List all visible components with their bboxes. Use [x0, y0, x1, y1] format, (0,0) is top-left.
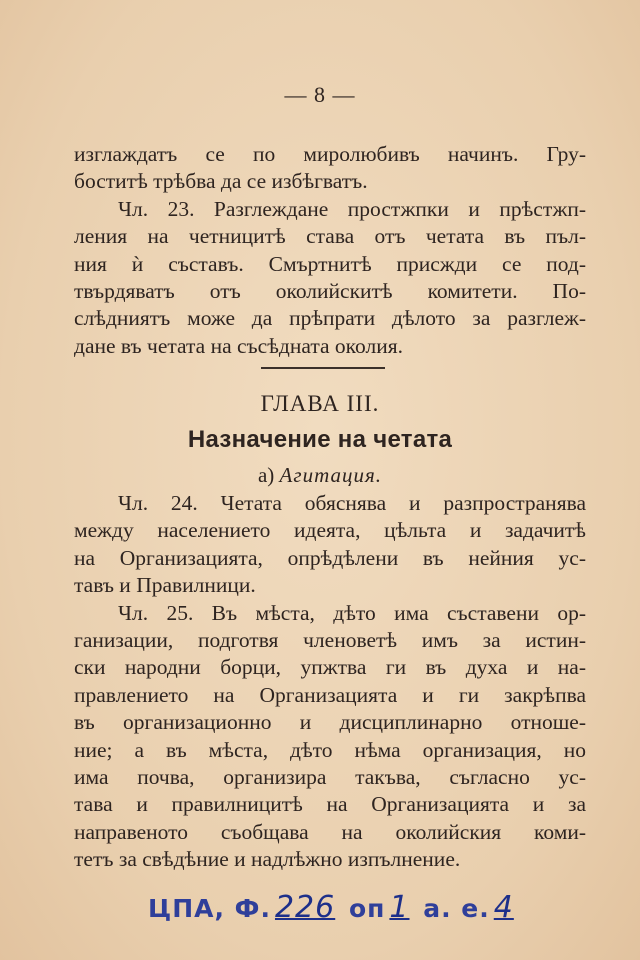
text-line: тавъ и Правилници.	[74, 573, 256, 598]
text-line: Чл. 25. Въ мѣста, дѣто има съставени ор-	[118, 600, 586, 625]
text-line: правлението на Организацията и ги закрѣпва	[74, 682, 586, 707]
chapter-title: Назначение на четата	[187, 426, 453, 453]
stamp-prefix: ЦПА, Ф.	[148, 894, 271, 923]
text-line: Чл. 24. Четата обяснява и разпространява	[118, 491, 586, 515]
text-line: на Организацията, опрѣдѣлени въ нейния ус-	[74, 545, 586, 570]
section-divider	[261, 367, 385, 369]
text-line: Чл. 23. Разглеждане простжпки и прѣстжп-	[118, 196, 586, 221]
subsection-heading	[0, 463, 640, 488]
text-line: изглаждатъ се по миролюбивъ начинъ. Гру-	[74, 142, 586, 166]
page-number: — 8 —	[284, 82, 356, 107]
stamp-unit-number: 4	[493, 890, 514, 925]
paragraph-block-1	[74, 141, 586, 360]
text-line: дане въ четата на съсѣдната околия.	[74, 333, 403, 358]
text-line: ганизации, подготвя членоветѣ имъ за истин-	[74, 628, 586, 653]
stamp-unit-label: а. е.	[423, 894, 490, 923]
stamp-opis-label: оп	[348, 894, 386, 923]
text-line: има почва, организира такъва, съгласно ус-	[74, 765, 586, 790]
paragraph-block-2	[74, 490, 586, 874]
text-line: направеното съобщава на околийския коми-	[74, 819, 586, 844]
subsection-number: а)	[257, 463, 275, 487]
text-line: между населението идеята, цѣльта и задачитѣ	[74, 518, 586, 543]
archive-stamp	[148, 890, 518, 925]
stamp-opis-number: 1	[389, 890, 410, 925]
text-line: тава и правилницитѣ на Организацията и за	[74, 792, 586, 817]
text-line: тетъ за свѣдѣние и надлѣжно изпълнение.	[74, 847, 461, 872]
stamp-fond-number: 226	[274, 890, 336, 925]
text-line: въ организационно и дисциплинарно отноше-	[74, 710, 586, 735]
text-line: твърдяватъ отъ околийскитѣ комитети. По-	[74, 279, 586, 304]
text-line: ски народни борци, упжтва ги въ духа и на-	[74, 655, 586, 680]
text-line: боститѣ трѣбва да се избѣгватъ.	[74, 169, 368, 194]
text-line: слѣдниятъ може да прѣпрати дѣлото за разглеж-	[74, 306, 586, 331]
text-line: ние; а въ мѣста, дѣто нѣма организация, но	[74, 737, 586, 762]
text-line: ления на четницитѣ става отъ четата въ пъл-	[74, 224, 586, 249]
text-line: ния ѝ съставъ. Смъртнитѣ присжди се под-	[74, 251, 586, 276]
subsection-name: Агитация.	[279, 463, 383, 487]
chapter-heading: ГЛАВА III.	[260, 391, 380, 416]
